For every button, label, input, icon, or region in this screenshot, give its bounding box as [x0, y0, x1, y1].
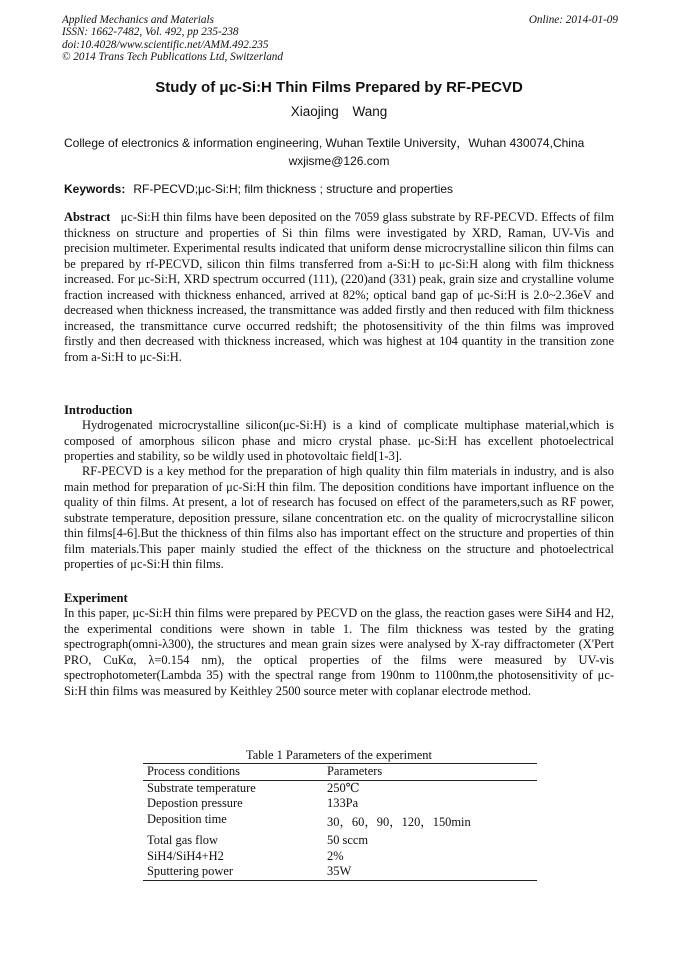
abstract-paragraph — [64, 210, 614, 365]
table-row — [143, 849, 537, 865]
table-cell: Substrate temperature — [147, 780, 256, 795]
table-row — [143, 796, 537, 812]
author-name: Xiaojing Wang — [290, 104, 388, 119]
paper-title: Study of μc-Si:H Thin Films Prepared by RF-PECVD — [155, 79, 523, 96]
table-header-cell: Process conditions — [143, 764, 323, 781]
experiment-heading: Experiment — [64, 591, 128, 605]
table-cell: SiH4/SiH4+H2 — [147, 848, 224, 863]
table-row — [143, 812, 537, 834]
online-date: Online: 2014-01-09 — [528, 14, 618, 26]
table-cell: Total gas flow — [147, 833, 218, 847]
table-header-cell: Parameters — [323, 764, 537, 781]
table-cell: Depostion pressure — [147, 796, 243, 810]
keywords-label: Keywords: — [64, 182, 126, 196]
keywords-line — [64, 182, 624, 196]
affiliation: College of electronics & information engineering, Wuhan Textile University，Wuhan 430074,China — [64, 136, 585, 150]
table-caption: Table 1 Parameters of the experiment — [246, 748, 432, 762]
table-cell: 250℃ — [327, 780, 360, 795]
journal-name: Applied Mechanics and Materials — [62, 14, 214, 26]
doi-line[interactable]: doi:10.4028/www.scientific.net/AMM.492.235 — [62, 38, 269, 51]
keywords-text: RF-PECVD;μc-Si:H; film thickness ; structure and properties — [133, 182, 454, 196]
issn-line: ISSN: 1662-7482, Vol. 492, pp 235-238 — [62, 26, 239, 39]
table-cell: 35W — [323, 864, 537, 880]
abstract-label: Abstract — [64, 210, 111, 224]
experiment-paragraph: In this paper, μc-Si:H thin films were prepared by PECVD on the glass, the reaction gases were SiH4 and H2, the experimental conditions were shown in table 1. The film thickness was tested by the grating spectrograph(omni-λ300), the structures and mean grain sizes were analysed by X-ray diffractometer (X'Pert PRO, CuKα, λ=0.154 nm), the optical properties of the films were measured by UV-vis spectrophotometer(Lambda 35) with the spectral range from 190nm to 1100nm,the photosensitivity of μc-Si:H thin films was measured by Keithley 2500 source meter with coplanar electrode method. — [64, 606, 614, 698]
abstract-text: μc-Si:H thin films have been deposited on the 7059 glass substrate by RF-PECVD. Effects of film thickness on structure and properties of Si thin films were investigated by XRD, Raman, UV-Vis and precision multimeter. Experimental results indicated that uniform dense microcrystalline silicon thin films can be prepared by rf-PECVD, silicon thin films transferred from a-Si:H to μc-Si:H along with film thickness increased. For μc-Si:H, XRD spectrum occurred (111), (220)and (331) peak, grain size and crystalline volume fraction increased with thickness enhanced, arrived at 82%; optical band gap of μc-Si:H is 2.0~2.36eV and decreased when thickness increased, the transmittance was added firstly and then reduced with film thickness increased, the transmittance curve occurred redshift; the photosensitivity of the thin films was improved firstly and then decreased with thickness increased, which was highest at 104 quantity in the transition zone from a-Si:H to μc-Si:H. — [64, 210, 615, 364]
table-row — [143, 833, 537, 849]
table-cell: Sputtering power — [143, 864, 323, 880]
table-cell: 133Pa — [327, 796, 359, 810]
table-cell: Deposition time — [147, 811, 227, 826]
table-cell: 2% — [327, 848, 344, 863]
table-cell: 50 sccm — [327, 833, 369, 847]
author-email[interactable]: wxjisme@126.com — [288, 154, 390, 168]
introduction-paragraph-2: RF-PECVD is a key method for the preparation of high quality thin film materials in industry, and is also main method for preparation of μc-Si:H thin film. The deposition conditions have important influence on the quality of thin films. At present, a lot of research has focused on effect of the parameters,such as RF power, substrate temperature, deposition pressure, silane concentration etc. on the quality of microcrystalline silicon thin films[4-6].But the thickness of thin films also has important effect on the structure and properties of thin film materials.This paper mainly studied the effect of the thickness on the structure and photoelectrical properties of μc-Si:H thin films. — [64, 464, 614, 571]
table-row — [143, 780, 537, 796]
copyright-line: © 2014 Trans Tech Publications Ltd, Switzerland — [62, 51, 283, 64]
table-cell: 30，60，90，120，150min — [327, 814, 471, 829]
parameters-table — [143, 763, 537, 881]
introduction-heading: Introduction — [64, 403, 133, 417]
journal-header — [62, 14, 618, 64]
table-row — [143, 864, 537, 880]
table-header-row — [143, 764, 537, 781]
introduction-paragraph-1: Hydrogenated microcrystalline silicon(μc-Si:H) is a kind of complicate multiphase material,which is composed of amorphous silicon phase and micro crystal phase. μc-Si:H has excellent photoelectrical properties and stability, so be wildly used in photovoltaic field[1-3]. — [64, 418, 614, 463]
